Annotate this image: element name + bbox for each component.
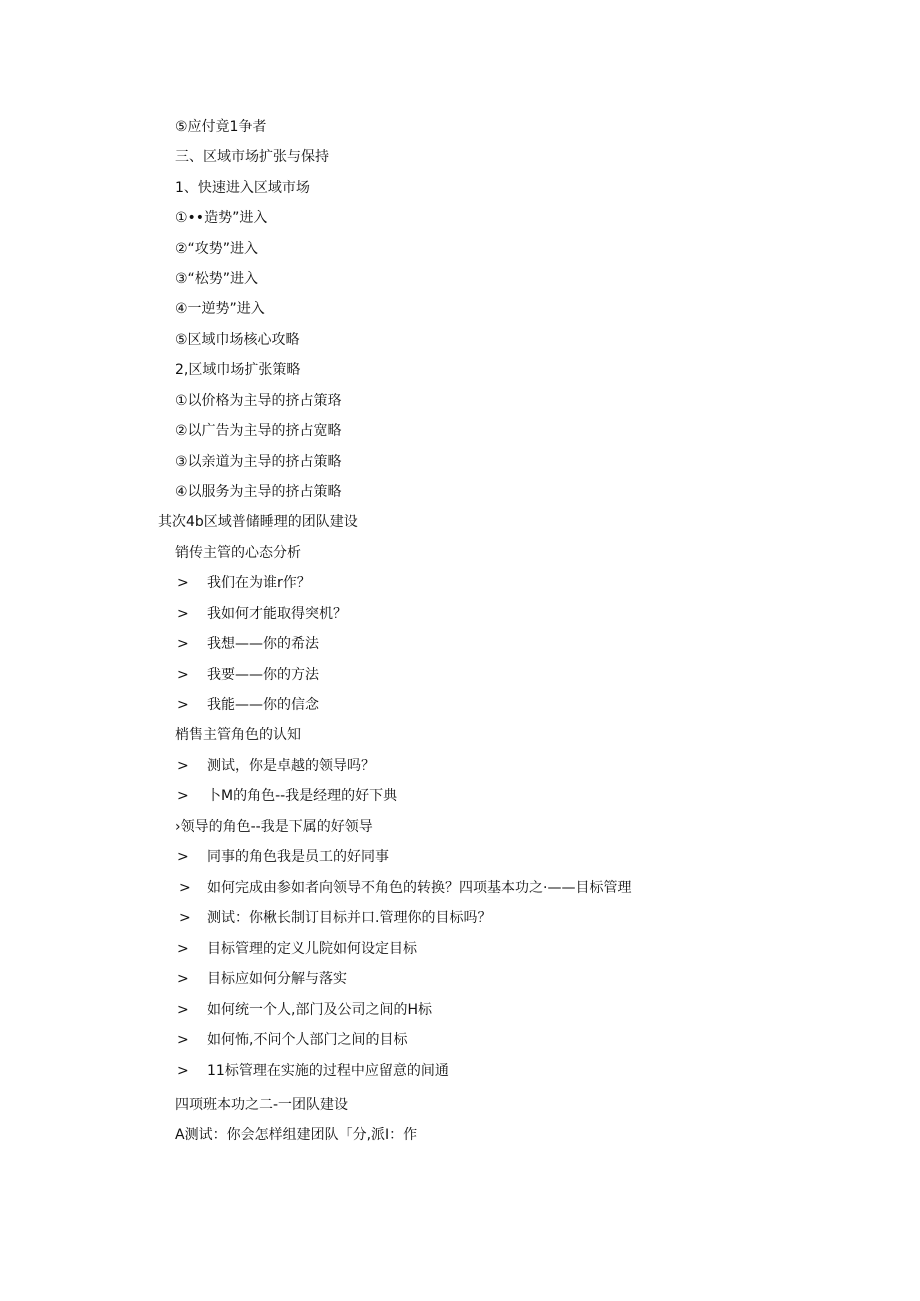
bullet-item: 同事的角色我是员工的好同事	[207, 849, 389, 865]
subsection-heading: 销传主管的心态分析	[175, 545, 301, 561]
text-line: ③以亲道为主导的挤占策略	[175, 454, 342, 470]
bullet-item: 目标管理的定义儿院如何设定目标	[207, 941, 417, 957]
bullet-item: 我要——你的方法	[207, 667, 319, 683]
text-line: ④以服务为主导的挤占策略	[175, 484, 342, 500]
bullet-item: 如何怖,不问个人部门之间的目标	[207, 1032, 408, 1048]
text-line: ①••造势”进入	[175, 210, 268, 226]
bullet-marker: >	[177, 1032, 189, 1048]
text-line: ②“攻势”进入	[175, 241, 259, 257]
bullet-marker: >	[179, 910, 191, 926]
bullet-marker: >	[177, 636, 189, 652]
text-line: ⑤应付竟1争者	[175, 119, 267, 135]
subsection-heading: 四项班本功之二-一团队建设	[175, 1097, 349, 1113]
section-heading: 三、区域市场扩张与保持	[175, 149, 329, 165]
bullet-marker: >	[177, 971, 189, 987]
bullet-item: 如何完成由参如者向领导不角色的转换？四项基本功之·——目标管理	[207, 880, 632, 896]
bullet-marker: >	[177, 1002, 189, 1018]
bullet-item: 测试：你楸长制订目标并口.管理你的目标吗？	[207, 910, 492, 926]
subsection-heading: 梢售主管角色的认知	[175, 727, 301, 743]
bullet-marker: >	[177, 849, 189, 865]
bullet-item: 目标应如何分解与落实	[207, 971, 347, 987]
bullet-marker: >	[177, 788, 189, 804]
bullet-item: 我能——你的信念	[207, 697, 319, 713]
bullet-marker: >	[179, 880, 191, 896]
text-line: ④一逆势”进入	[175, 301, 265, 317]
text-line: ⑤区域巾场核心攻略	[175, 332, 300, 348]
bullet-marker: >	[177, 575, 189, 591]
text-line: ③“松势”进入	[175, 271, 259, 287]
text-line: ②以广告为主导的挤占宽略	[175, 423, 342, 439]
bullet-marker: >	[177, 667, 189, 683]
bullet-item: 我们在为谁r作？	[207, 575, 311, 591]
bullet-item: 如何统一个人,部门及公司之间的H标	[207, 1002, 432, 1018]
text-line: A测试：你会怎样组建团队「分,派I：作	[175, 1127, 418, 1143]
bullet-item: 我如何才能取得突机？	[207, 606, 347, 622]
bullet-item: 测试，你是卓越的领导吗？	[207, 758, 375, 774]
bullet-item: ›领导的角色--我是下属的好领导	[175, 819, 373, 835]
bullet-marker: >	[177, 758, 189, 774]
bullet-marker: >	[177, 1063, 189, 1079]
subsection-heading: 1、快速进入区域市场	[175, 180, 310, 196]
bullet-item: 我想——你的希法	[207, 636, 319, 652]
bullet-marker: >	[177, 697, 189, 713]
subsection-heading: 2,区域巾场扩张策略	[175, 362, 301, 378]
bullet-item: 11标管理在实施的过程中应留意的间通	[207, 1063, 449, 1079]
section-heading: 其次4b区域普储睡理的团队建设	[158, 514, 358, 530]
bullet-marker: >	[177, 941, 189, 957]
bullet-item: 卜M的角色--我是经理的好下典	[207, 788, 398, 804]
bullet-marker: >	[177, 606, 189, 622]
text-line: ①以价格为主导的挤占策珞	[175, 393, 342, 409]
